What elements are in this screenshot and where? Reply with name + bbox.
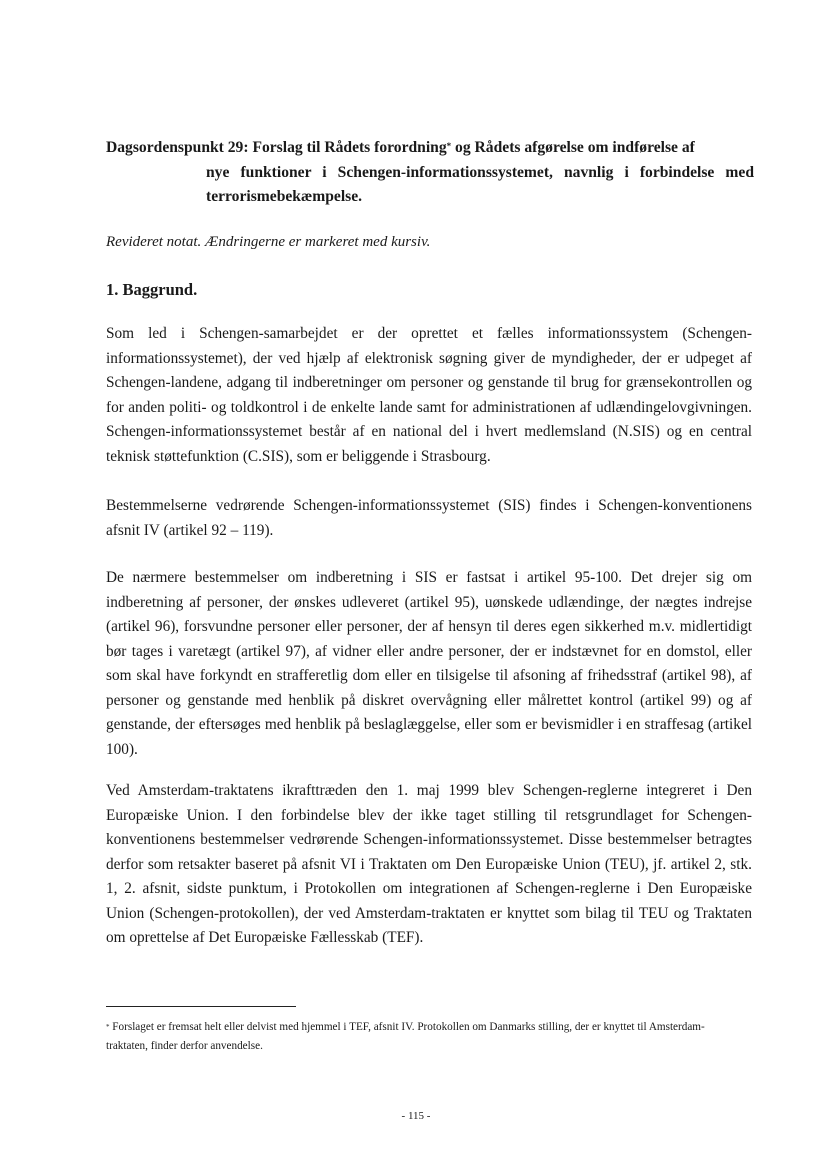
footnote-text: Forslaget er fremsat helt eller delvist med hjemmel i TEF, afsnit IV. Protokollen om Danmarks stilling, der er knyttet til Amsterdam-traktaten, finder derfor anvendelse. [106,1021,705,1052]
heading-footnote-mark: * [446,141,452,151]
footnote [106,1018,726,1056]
revision-note: Revideret notat. Ændringerne er markeret med kursiv. [106,234,431,250]
footnote-mark: * [106,1023,110,1031]
heading-prefix: Dagsordenspunkt 29: Forslag til Rådets forordning [106,139,447,156]
heading-line1-suffix: og Rådets afgørelse om indførelse af [451,139,695,156]
paragraph-3: De nærmere bestemmelser om indberetning i SIS er fastsat i artikel 95-100. Det drejer sig om indberetning af personer, der ønskes udleveret (artikel 95), uønskede udlændinge, der nægtes indrejse (artikel 96), forsvundne personer eller personer, der af hensyn til deres egen sikkerhed m.v. midlertidigt bør tages i varetægt (artikel 97), af vidner eller andre personer, der er indstævnet for en domstol, eller som skal have forkyndt en strafferetlig dom eller en tilsigelse til afsoning af frihedsstraf (artikel 98), af personer og genstande med henblik på diskret overvågning eller målrettet kontrol (artikel 99) og af genstande, der eftersøges med henblik på beslaglæggelse, eller som er bevismidler i en straffesag (artikel 100). [106,569,752,758]
agenda-item-heading [106,136,754,210]
section-title: 1. Baggrund. [106,280,198,299]
page-number: - 115 - [401,1110,431,1122]
paragraph-4: Ved Amsterdam-traktatens ikrafttræden den 1. maj 1999 blev Schengen-reglerne integreret i Den Europæiske Union. I den forbindelse blev der ikke taget stilling til retsgrundlaget for Schengen-konventionens bestemmelser vedrørende Schengen-informationssystemet. Disse bestemmelser betragtes derfor som retsakter baseret på afsnit VI i Traktaten om Den Europæiske Union (TEU), jf. artikel 2, stk. 1, 2. afsnit, sidste punktum, i Protokollen om integrationen af Schengen-reglerne i Den Europæiske Union (Schengen-protokollen), der ved Amsterdam-traktaten er knyttet som bilag til TEU og Traktaten om oprettelse af Det Europæiske Fællesskab (TEF). [106,782,752,946]
paragraph-1: Som led i Schengen-samarbejdet er der oprettet et fælles informationssystem (Schengen-informationssystemet), der ved hjælp af elektronisk søgning giver de myndigheder, der er udpeget af Schengen-landene, adgang til indberetninger om personer og genstande til brug for grænsekontrollen og for anden politi- og toldkontrol i de enkelte lande samt for administrationen af udlændingelovgivningen. Schengen-informationssystemet består af en national del i hvert medlemsland (N.SIS) og en central teknisk støttefunktion (C.SIS), som er beliggende i Strasbourg. [106,325,752,465]
heading-line-1 [106,136,754,161]
paragraph-2: Bestemmelserne vedrørende Schengen-informationssystemet (SIS) findes i Schengen-konventionens afsnit IV (artikel 92 – 119). [106,497,752,539]
footnote-divider [106,1006,296,1007]
heading-continuation: nye funktioner i Schengen-informationssystemet, navnlig i forbindelse med terrorismebekæmpelse. [206,163,754,205]
